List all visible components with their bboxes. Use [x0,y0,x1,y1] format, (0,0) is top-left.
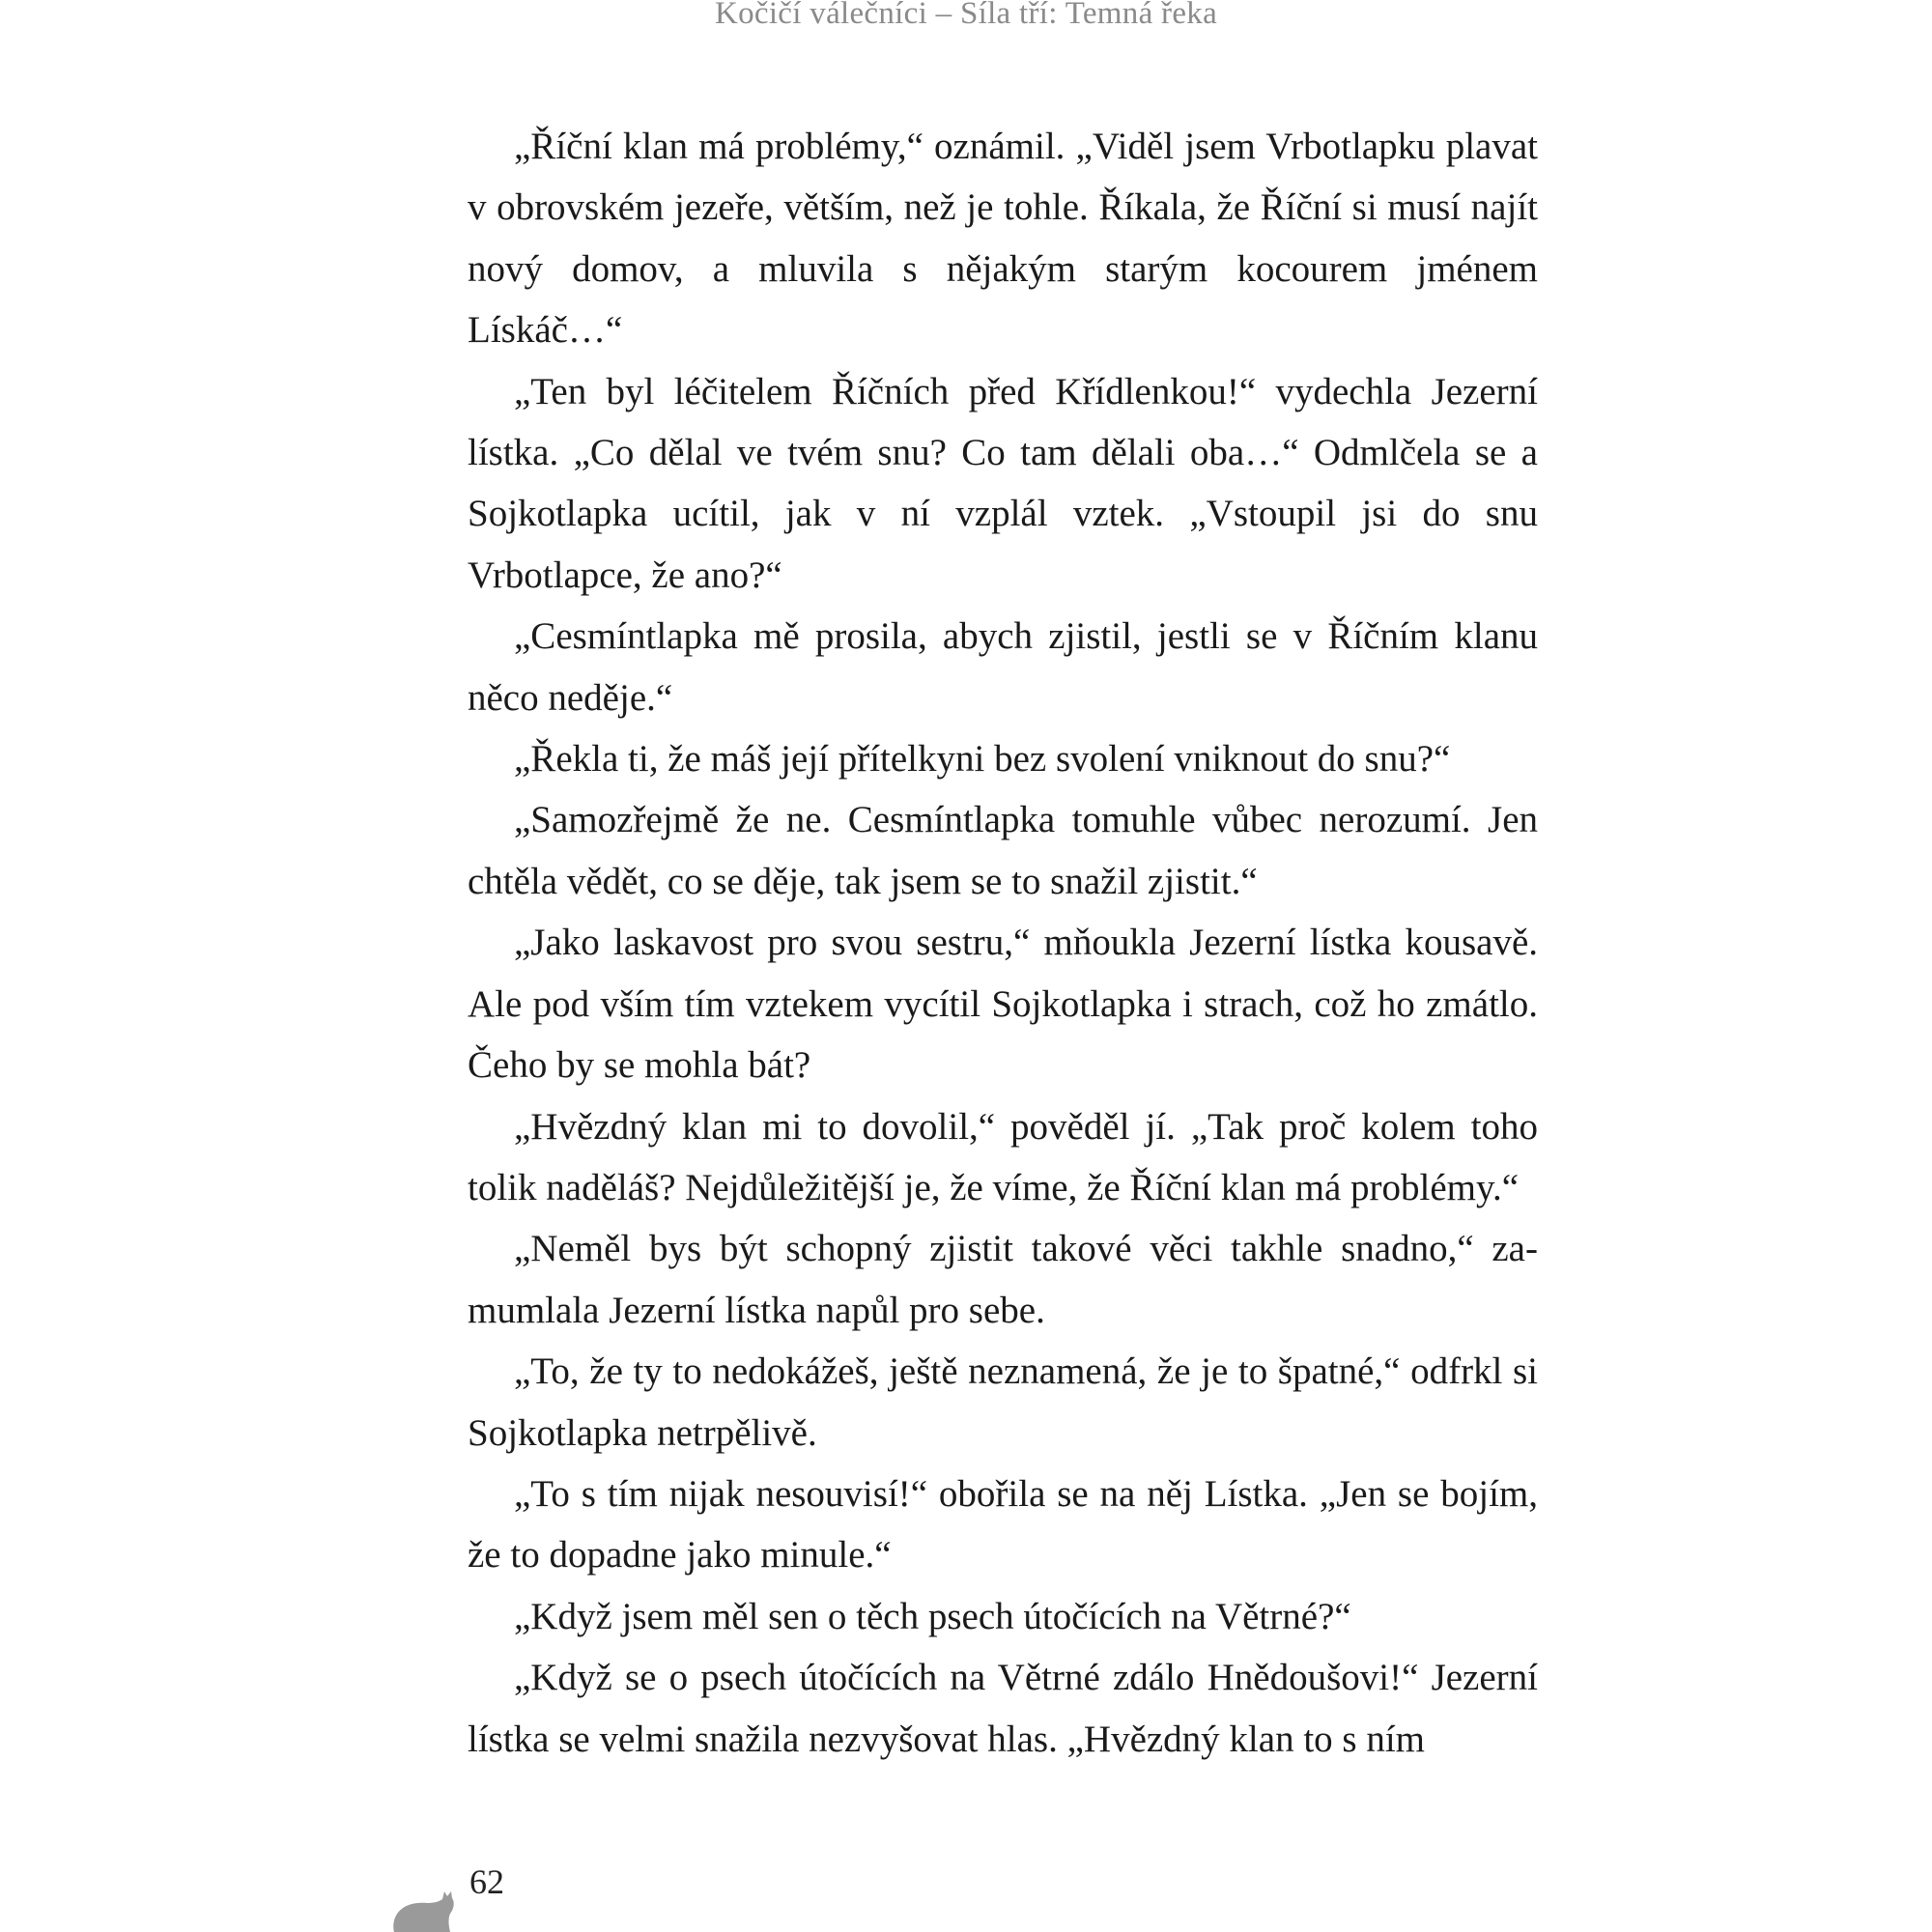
paragraph: „To s tím nijak nesouvisí!“ obořila se na něj Lístka. „Jen se bojím, že to dopadne jako minule.“ [468,1472,1538,1577]
paragraph: „To, že ty to nedokážeš, ještě neznamená, že je to špatné,“ odfrkl si Sojkotlapka netrpělivě. [468,1350,1538,1454]
paragraph: „Cesmíntlapka mě prosila, abych zjistil, jestli se v Říčním klanu něco neděje.“ [468,615,1538,719]
running-header: Kočičí válečníci – Síla tří: Temná řeka [714,0,1218,31]
page-number: 62 [469,1862,504,1901]
paragraph: „Říční klan má problémy,“ oznámil. „Viděl jsem Vrbotlapku plavat v obrovském jezeře, větším, než je tohle. Říkala, že Říční si musí najít nový domov, a mluvila s nějakým starým kocourem jménem Lískáč…“ [468,126,1538,352]
cat-silhouette-icon [390,1886,460,1932]
paragraph: „Jako laskavost pro svou sestru,“ mňoukla Jezerní lístka kousavě. Ale pod vším tím vztekem vycítil Sojkotlapka i strach, což ho zmátlo. Čeho by se mohla bát? [468,922,1538,1087]
paragraph: „Když se o psech útočících na Větrné zdálo Hnědoušovi!“ Jezerní lístka se velmi snažila nezvyšovat hlas. „Hvězdný klan to s ním [468,1657,1538,1760]
paragraph: „Hvězdný klan mi to dovolil,“ pověděl jí. „Tak proč kolem toho tolik naděláš? Nejdůležitější je, že víme, že Říční klan má problémy.“ [468,1105,1538,1208]
paragraph: „Když jsem měl sen o těch psech útočících na Větrné?“ [514,1595,1351,1637]
paragraph: „Řekla ti, že máš její přítelkyni bez svolení vniknout do snu?“ [514,738,1451,781]
paragraph: „Neměl bys být schopný zjistit takové věci takhle snadno,“ zamumlala Jezerní lístka napůl pro sebe. [468,1228,1538,1331]
paragraph: „Ten byl léčitelem Říčních před Křídlenkou!“ vydechla Jezerní lístka. „Co dělal ve tvém snu? Co tam dělali oba…“ Odmlčela se a Sojkotlapka ucítil, jak v ní vzplál vztek. „Vstoupil jsi do snu Vrbotlapce, že ano?“ [468,370,1538,596]
paragraph: „Samozřejmě že ne. Cesmíntlapka tomuhle vůbec nerozumí. Jen chtěla vědět, co se děje, tak jsem se to snažil zjistit.“ [468,799,1538,902]
page-body [468,116,1538,1770]
